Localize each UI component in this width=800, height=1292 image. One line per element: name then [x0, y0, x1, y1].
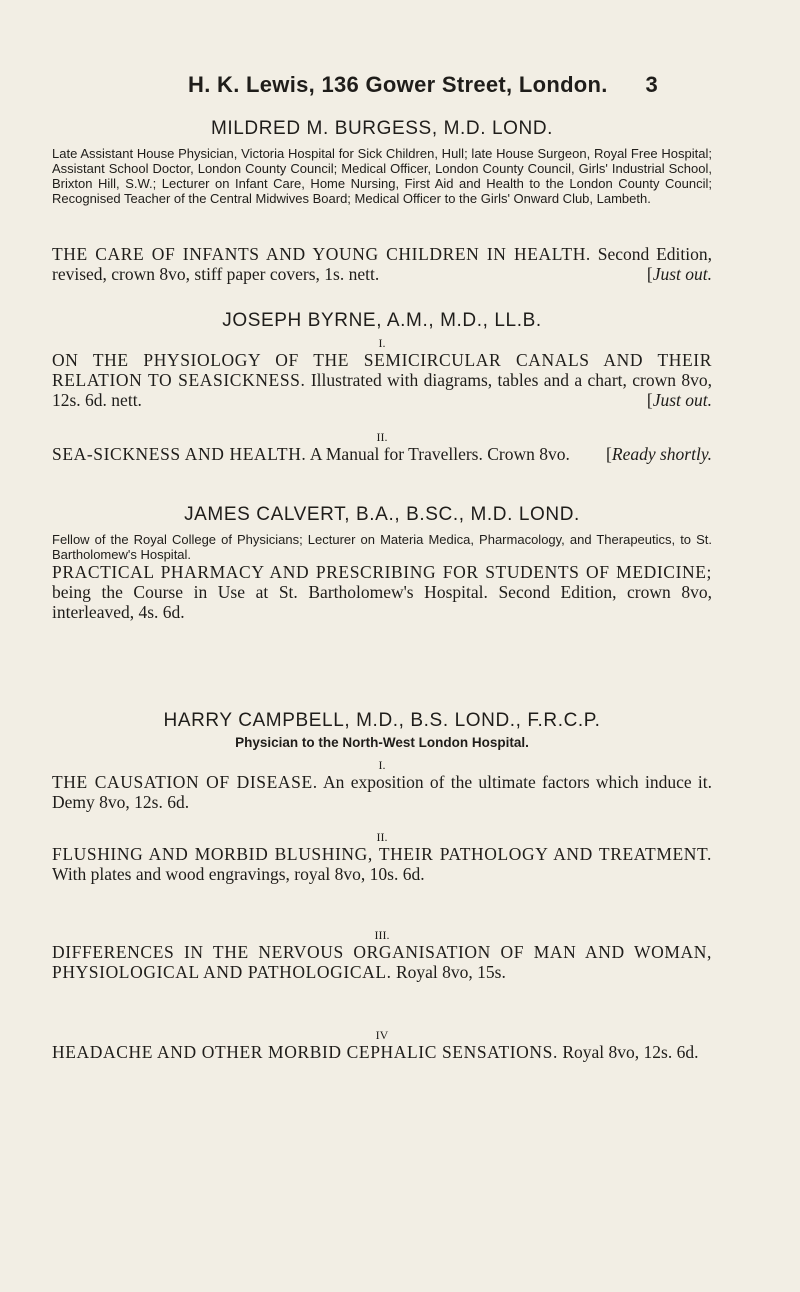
book-title: PRACTICAL PHARMACY AND PRESCRIBING FOR STUDENTS OF MEDICINE;	[52, 562, 712, 582]
book-title: HEADACHE AND OTHER MORBID CEPHALIC SENSATIONS.	[52, 1042, 558, 1062]
book-entry	[52, 758, 712, 812]
book-entry	[52, 336, 712, 410]
page-number: 3	[645, 72, 658, 97]
book-entry	[52, 830, 712, 884]
book-details: Illustrated with diagrams, tables and a chart, crown 8vo, 12s. 6d. nett.	[52, 370, 712, 410]
book-status: [ Ready shortly.	[606, 444, 712, 464]
entry-number: IV	[375, 1028, 389, 1042]
book-entry	[52, 1028, 712, 1062]
book-entry	[52, 928, 712, 982]
author-name: HARRY CAMPBELL, M.D., B.S. LOND., F.R.C.P.	[163, 710, 601, 731]
book-details: Royal 8vo, 15s.	[395, 962, 506, 982]
book-title: FLUSHING AND MORBID BLUSHING, THEIR PATHOLOGY AND TREATMENT.	[52, 844, 712, 864]
book-status: [ Just out.	[647, 390, 712, 410]
book-entry	[52, 562, 712, 622]
author-section-calvert	[52, 504, 712, 562]
author-section-campbell	[52, 710, 712, 750]
entry-number: I.	[378, 758, 386, 772]
book-details: An exposition of the ultimate factors which induce it. Demy 8vo, 12s. 6d.	[52, 772, 712, 812]
author-credentials: Late Assistant House Physician, Victoria Hospital for Sick Children, Hull; late House Surgeon, Royal Free Hospital; Assistant School Doctor, London County Council; Medical Officer, London County Council, Girls' Industrial School, Brixton Hill, S.W.; Lecturer on Infant Care, Home Nursing, First Aid and Health to the London County Council; Recognised Teacher of the Central Midwives Board; Medical Officer to the Girls' Onward Club, Lambeth.	[52, 146, 712, 206]
book-title: SEA-SICKNESS AND HEALTH.	[52, 444, 307, 464]
book-details: With plates and wood engravings, royal 8vo, 10s. 6d.	[52, 864, 425, 884]
book-entry	[52, 244, 712, 284]
book-details: Royal 8vo, 12s. 6d.	[562, 1042, 699, 1062]
author-section-byrne	[52, 310, 712, 332]
entry-number: I.	[378, 336, 386, 350]
author-section-burgess	[52, 118, 712, 206]
book-entry	[52, 430, 712, 464]
book-status: [ Just out.	[647, 264, 712, 284]
author-name: JAMES CALVERT, B.A., B.SC., M.D. LOND.	[184, 504, 580, 525]
entry-number: II.	[376, 830, 388, 844]
book-title: THE CARE OF INFANTS AND YOUNG CHILDREN IN HEALTH.	[52, 244, 591, 264]
book-details: A Manual for Travellers. Crown 8vo.	[309, 444, 570, 464]
author-name: JOSEPH BYRNE, A.M., M.D., LL.B.	[222, 310, 542, 331]
book-title: THE CAUSATION OF DISEASE.	[52, 772, 318, 792]
book-title: DIFFERENCES IN THE NERVOUS ORGANISATION OF MAN AND WOMAN, PHYSIOLOGICAL AND PATHOLOGICAL.	[52, 942, 712, 982]
running-header	[188, 72, 658, 98]
book-title: ON THE PHYSIOLOGY OF THE SEMICIRCULAR CANALS AND THEIR RELATION TO SEASICKNESS.	[52, 350, 712, 390]
author-credentials: Fellow of the Royal College of Physicians; Lecturer on Materia Medica, Pharmacology, and Therapeutics, to St. Bartholomew's Hospital.	[52, 532, 712, 562]
entry-number: II.	[376, 430, 388, 444]
book-details: being the Course in Use at St. Bartholomew's Hospital. Second Edition, crown 8vo, interleaved, 4s. 6d.	[52, 582, 712, 622]
entry-number: III.	[374, 928, 390, 942]
book-details: Second Edition, revised, crown 8vo, stiff paper covers, 1s. nett.	[52, 244, 713, 284]
author-subtitle: Physician to the North-West London Hospital.	[235, 735, 529, 750]
publisher-address: H. K. Lewis, 136 Gower Street, London.	[188, 72, 608, 97]
author-name: MILDRED M. BURGESS, M.D. LOND.	[210, 118, 554, 139]
